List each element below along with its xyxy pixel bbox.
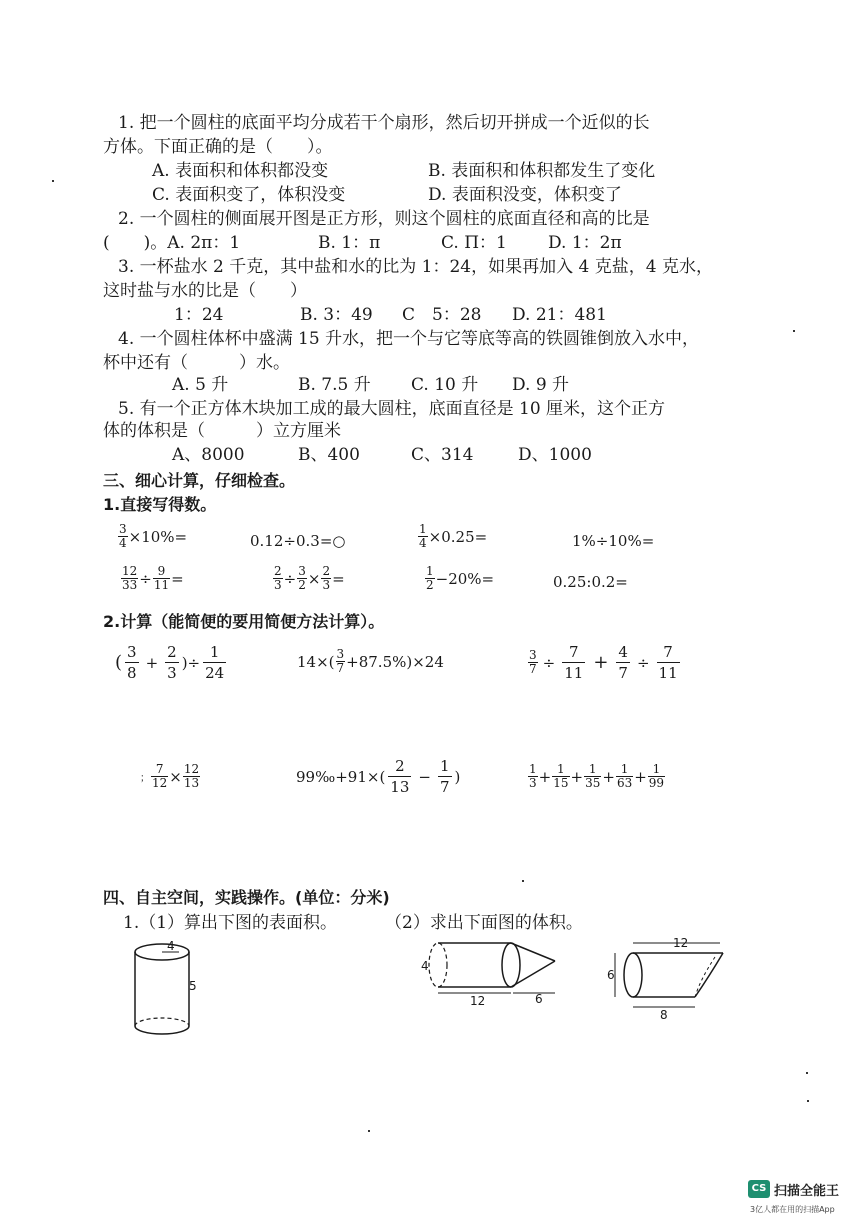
scan-speck (368, 1130, 370, 1132)
q2-option-d: D. 1：2π (548, 233, 622, 253)
section4-task2: （2）求出下面图的体积。 (385, 913, 583, 933)
calc-d2: 0.12÷0.3=○ (250, 532, 346, 550)
q3-option-a: 1：24 (174, 305, 224, 325)
q2-line1: 2. 一个圆柱的侧面展开图是正方形，则这个圆柱的底面直径和高的比是 (118, 209, 650, 229)
cylinder-cone-figure (415, 935, 565, 1015)
calc-c4: ； $\frac{7}{12}$ × $\frac{12}{13}$ (140, 762, 200, 790)
fig1-radius-label: 4 (167, 939, 175, 953)
scan-speck (522, 880, 524, 882)
fig2-diameter-label: 4 (421, 959, 429, 973)
section4-title: 四、自主空间，实践操作。(单位：分米) (103, 888, 390, 907)
q1-option-b: B. 表面积和体积都发生了变化 (428, 161, 656, 181)
q1-line1: 1. 把一个圆柱的底面平均分成若干个扇形，然后切开拼成一个近似的长 (118, 113, 650, 133)
scanner-tagline: 3亿人都在用的扫描App (750, 1205, 835, 1214)
q3-line1: 3. 一杯盐水 2 千克，其中盐和水的比为 1：24，如果再加入 4 克盐，4 克水， (118, 257, 713, 277)
fig3-top-label: 12 (673, 936, 689, 950)
cylinder-figure (125, 940, 215, 1040)
calc-c1: ( $\frac{3}{8}$ + $\frac{2}{3}$ )÷ $\frac{1}{24}$ (115, 643, 225, 682)
q1-option-d: D. 表面积没变，体积变了 (428, 185, 622, 205)
calc-c2: 14×( $\frac{3}{7}$ +87.5%)×24 (297, 647, 444, 675)
q3-option-b: B. 3：49 (300, 305, 373, 325)
q1-option-c: C. 表面积变了，体积没变 (152, 185, 346, 205)
scan-speck (52, 180, 54, 182)
calc-d5: $\frac{12}{33}$ ÷ $\frac{9}{11}$ = (122, 564, 184, 592)
q4-line1: 4. 一个圆柱体杯中盛满 15 升水，把一个与它等底等高的铁圆锥倒放入水中， (118, 329, 700, 349)
scanner-watermark (748, 1178, 860, 1226)
q5-option-d: D、1000 (518, 445, 592, 465)
scan-speck (807, 1100, 809, 1102)
q2-option-c: C. Π：1 (441, 233, 507, 253)
fig3-height-label: 6 (607, 968, 615, 982)
q3-option-c: C 5：28 (402, 305, 482, 325)
slanted-cylinder-figure (605, 935, 735, 1025)
calc-c6: $\frac{1}{3}$ + $\frac{1}{15}$ + $\frac{1}{35}$ + $\frac{1}{63}$ + $\frac{1}{99}$ (529, 762, 665, 790)
calc-d3: $\frac{1}{4}$ ×0.25= (419, 522, 488, 550)
q4-option-b: B. 7.5 升 (298, 375, 371, 395)
q2-option-b: B. 1：π (318, 233, 381, 253)
scan-speck (806, 1072, 808, 1074)
q4-option-c: C. 10 升 (411, 375, 479, 395)
q5-option-c: C、314 (411, 445, 474, 465)
section3-title: 三、细心计算，仔细检查。 (103, 471, 296, 490)
scanner-app-name: 扫描全能王 (774, 1184, 840, 1199)
q3-line2: 这时盐与水的比是（ ） (103, 281, 307, 301)
calc-d7: $\frac{1}{2}$ −20%= (426, 564, 495, 592)
fig1-height-label: 5 (189, 979, 197, 993)
q4-line2: 杯中还有（ ）水。 (103, 353, 290, 373)
q5-option-b: B、400 (298, 445, 360, 465)
calc-d8: 0.25:0.2= (553, 573, 628, 591)
section3-sub1: 1.直接写得数。 (103, 495, 217, 514)
q2-option-a: ( )。A. 2π：1 (103, 233, 241, 253)
q5-line1: 5. 有一个正方体木块加工成的最大圆柱，底面直径是 10 厘米，这个正方 (118, 399, 666, 419)
fig3-bottom-label: 8 (660, 1008, 668, 1022)
q1-option-a: A. 表面积和体积都没变 (152, 161, 329, 181)
fig2-length-label: 12 (470, 994, 486, 1008)
calc-d4: 1%÷10%= (572, 532, 655, 550)
section4-task1: 1.（1）算出下图的表面积。 (123, 913, 338, 933)
section3-sub2: 2.计算（能简便的要用简便方法计算）。 (103, 612, 385, 631)
fig2-cone-label: 6 (535, 992, 543, 1006)
calc-d1: $\frac{3}{4}$ ×10%= (119, 522, 188, 550)
q1-line2: 方体。下面正确的是（ ）。 (103, 137, 333, 157)
q5-option-a: A、8000 (172, 445, 245, 465)
calc-c3: $\frac{3}{7}$ ÷ $\frac{7}{11}$ + $\frac{4}{7}$ ÷ $\frac{7}{11}$ (529, 643, 678, 682)
q5-line2: 体的体积是（ ）立方厘米 (103, 421, 341, 441)
calc-d6: $\frac{2}{3}$ ÷ $\frac{3}{2}$ × $\frac{2}{3}$ = (274, 564, 345, 592)
q4-option-d: D. 9 升 (512, 375, 570, 395)
scanner-logo-icon: CS (748, 1180, 770, 1198)
q4-option-a: A. 5 升 (172, 375, 229, 395)
q3-option-d: D. 21：481 (512, 305, 607, 325)
calc-c5: 99‰+91×( $\frac{2}{13}$ − $\frac{1}{7}$ ) (296, 757, 461, 796)
scan-speck (793, 330, 795, 332)
